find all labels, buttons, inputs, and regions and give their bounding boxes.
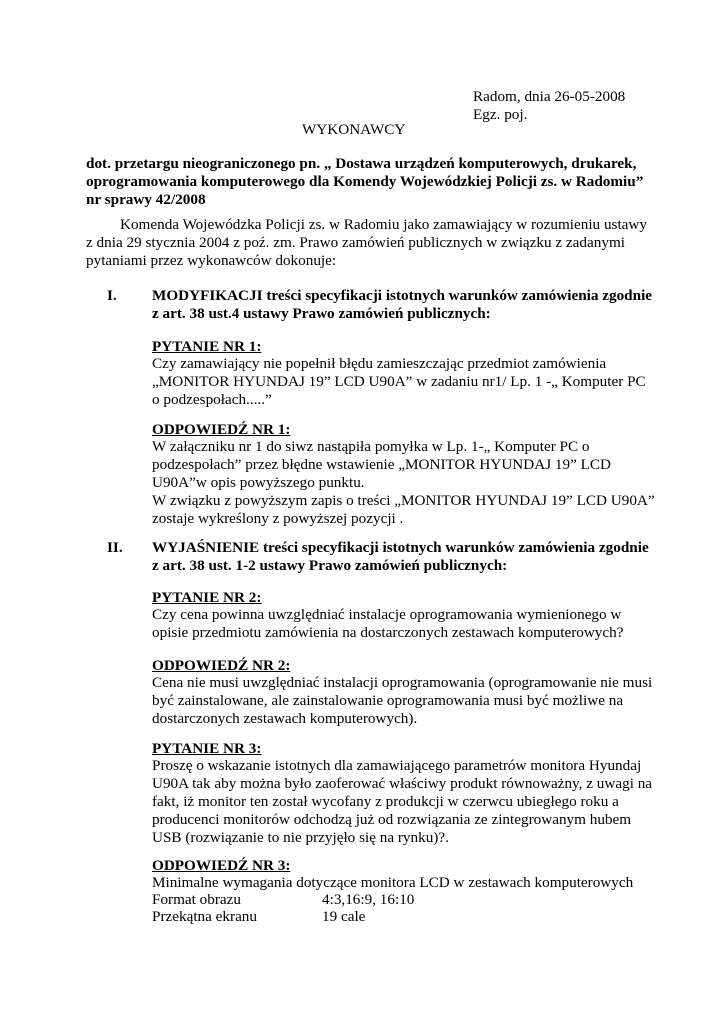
question-line: USB (rozwiązanie to nie przyjęło się na rynku)?. [152,829,449,846]
intro-line: z dnia 29 stycznia 2004 z poź. zm. Prawo zamówień publicznych w związku z zadanymi [86,234,625,251]
answer-body [152,674,652,728]
param-name: Przekątna ekranu [152,908,257,925]
question-title: PYTANIE NR 3: [152,740,262,757]
intro-line: pytaniami przez wykonawców dokonuje: [86,252,337,269]
answer-line: W załączniku nr 1 do siwz nastąpiła pomyłka w Lp. 1-„ Komputer PC o [152,438,590,455]
question-body [152,757,652,847]
question-line: Czy cena powinna uwzględniać instalacje oprogramowania wymienionego w [152,606,622,623]
answer-line: zostaje wykreślony z powyższej pozycji . [152,510,404,527]
recipient: WYKONAWCY [302,121,406,138]
question-title: PYTANIE NR 1: [152,338,262,355]
answer-intro: Minimalne wymagania dotyczące monitora LCD w zestawach komputerowych [152,874,634,891]
answer-line: U90A”w opis powyższego punktu. [152,474,365,491]
question-line: o podzespołach.....” [152,391,272,408]
copy-note: Egz. poj. [473,106,528,123]
answer-title: ODPOWIEDŹ NR 3: [152,857,291,874]
question-line: Proszę o wskazanie istotnych dla zamawiającego parametrów monitora Hyundaj [152,757,642,774]
answer-title: ODPOWIEDŹ NR 1: [152,421,291,438]
answer-line: podzespołach” przez błędne wstawienie „MONITOR HYUNDAJ 19” LCD [152,456,612,473]
section-heading [152,287,652,323]
param-value: 4:3,16:9, 16:10 [322,891,415,908]
subject-line: nr sprawy 42/2008 [86,191,206,208]
answer-line: Cena nie musi uwzględniać instalacji oprogramowania (oprogramowanie nie musi [152,674,653,691]
place-date: Radom, dnia 26-05-2008 [473,88,626,105]
param-value: 19 cale [322,908,366,925]
section-numeral: I. [107,287,117,304]
question-line: opisie przedmiotu zamówienia na dostarczonych zestawach komputerowych? [152,624,624,641]
answer-line: W związku z powyższym zapis o treści „MONITOR HYUNDAJ 19” LCD U90A” [152,492,655,509]
param-name: Format obrazu [152,891,241,908]
question-body [152,355,646,409]
answer-line: być zainstalowane, ale zainstalowanie oprogramowania musi być możliwe na [152,692,624,709]
question-title: PYTANIE NR 2: [152,589,262,606]
section-heading [152,539,649,575]
section-heading-line: MODYFIKACJI treści specyfikacji istotnych warunków zamówienia zgodnie [152,287,653,304]
answer-line: dostarczonych zestawach komputerowych). [152,710,418,727]
section-heading-line: z art. 38 ust. 1-2 ustawy Prawo zamówień publicznych: [152,557,508,574]
question-body [152,606,623,642]
question-line: Czy zamawiający nie popełnił błędu zamieszczając przedmiot zamówienia [152,355,607,372]
section-numeral: II. [107,539,123,556]
answer-body [152,438,655,528]
subject [86,155,643,209]
question-line: U90A tak aby można było zaoferować właściwy produkt równoważny, z uwagi na [152,775,653,792]
question-line: „MONITOR HYUNDAJ 19” LCD U90A” w zadaniu nr1/ Lp. 1 -„ Komputer PC [152,373,646,390]
question-line: producenci monitorów odchodzą już od rozwiązania ze zintegrowanym hubem [152,811,632,828]
section-heading-line: z art. 38 ust.4 ustawy Prawo zamówień publicznych: [152,305,491,322]
section-heading-line: WYJAŚNIENIE treści specyfikacji istotnych warunków zamówienia zgodnie [152,539,649,556]
subject-line: dot. przetargu nieograniczonego pn. „ Dostawa urządzeń komputerowych, drukarek, [86,155,637,172]
question-line: fakt, iż monitor ten został wycofany z produkcji w czerwcu ubiegłego roku a [152,793,619,810]
intro-line: Komenda Wojewódzka Policji zs. w Radomiu jako zamawiający w rozumieniu ustawy [120,216,647,233]
answer-title: ODPOWIEDŹ NR 2: [152,657,291,674]
subject-line: oprogramowania komputerowego dla Komendy Wojewódzkiej Policji zs. w Radomiu” [86,173,644,190]
